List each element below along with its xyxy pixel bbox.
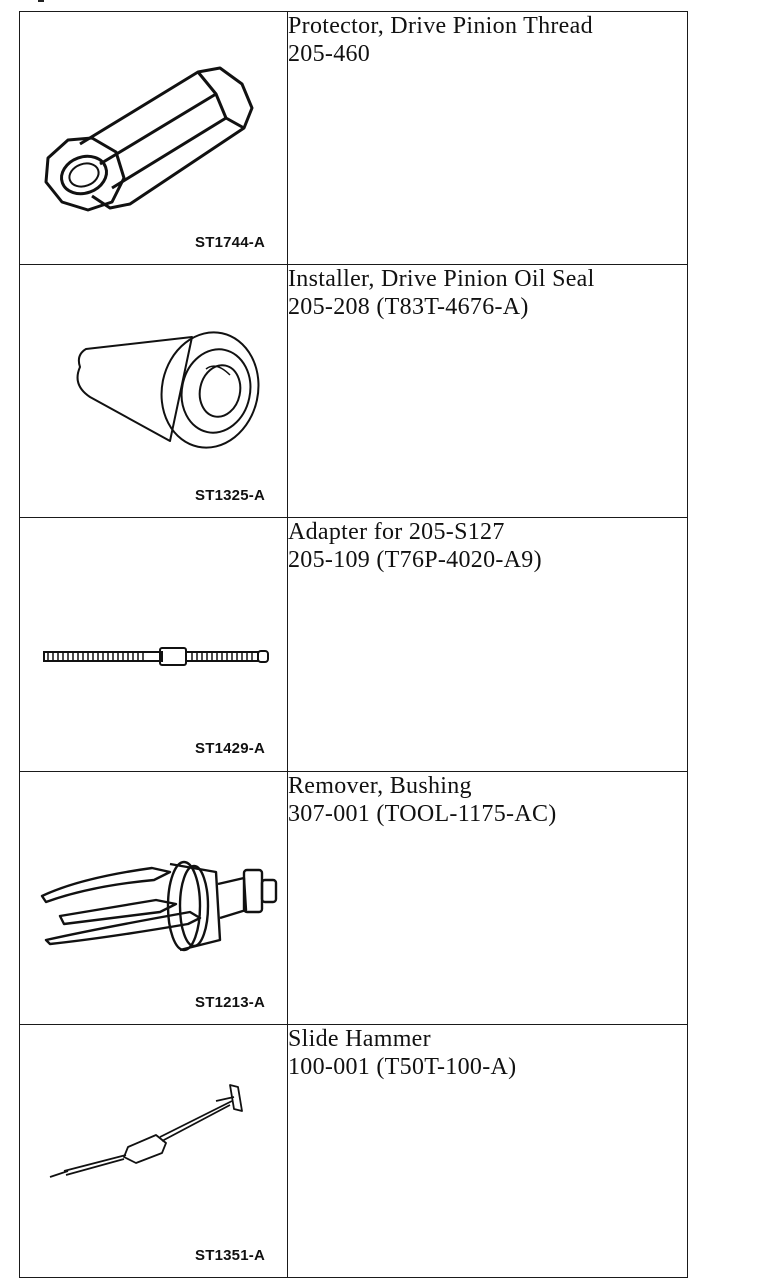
tool-number: 100-001 (T50T-100-A) xyxy=(288,1053,517,1080)
tool-number: 205-460 xyxy=(288,41,371,67)
table-row xyxy=(20,771,688,1024)
tool-illustration-cell xyxy=(20,1024,288,1277)
figure-code: ST1429-A xyxy=(195,740,265,758)
bushing-remover-icon xyxy=(20,772,287,1025)
figure-code: ST1325-A xyxy=(195,487,265,505)
figure-code: ST1351-A xyxy=(195,1246,265,1264)
tool-name: Protector, Drive Pinion Thread xyxy=(288,13,593,39)
tool-name: Installer, Drive Pinion Oil Seal xyxy=(288,266,595,293)
tool-description-cell xyxy=(288,265,688,518)
table-row xyxy=(20,518,688,771)
tool-number: 307-001 (TOOL-1175-AC) xyxy=(288,800,557,827)
tool-name: Remover, Bushing xyxy=(288,772,472,799)
threaded-adapter-icon xyxy=(20,518,287,771)
corner-mark xyxy=(38,0,44,2)
tool-illustration-cell xyxy=(20,12,288,265)
tool-description-cell xyxy=(288,771,688,1024)
figure-code: ST1744-A xyxy=(195,234,265,251)
tool-name: Adapter for 205-S127 xyxy=(288,519,505,546)
hex-thread-protector-icon xyxy=(20,12,287,265)
tool-number: 205-109 (T76P-4020-A9) xyxy=(288,547,542,574)
table-row xyxy=(20,12,688,265)
tool-name: Slide Hammer xyxy=(288,1025,431,1052)
special-tools-table xyxy=(19,11,688,1278)
figure-code: ST1213-A xyxy=(195,993,265,1011)
tool-description-cell xyxy=(288,12,688,265)
oil-seal-installer-icon xyxy=(20,265,287,518)
tool-number: 205-208 (T83T-4676-A) xyxy=(288,294,529,321)
tool-illustration-cell xyxy=(20,518,288,771)
tool-illustration-cell xyxy=(20,265,288,518)
table-row xyxy=(20,265,688,518)
table-row xyxy=(20,1024,688,1277)
tool-illustration-cell xyxy=(20,771,288,1024)
tool-description-cell xyxy=(288,1024,688,1277)
slide-hammer-icon xyxy=(20,1025,287,1278)
tool-description-cell xyxy=(288,518,688,771)
